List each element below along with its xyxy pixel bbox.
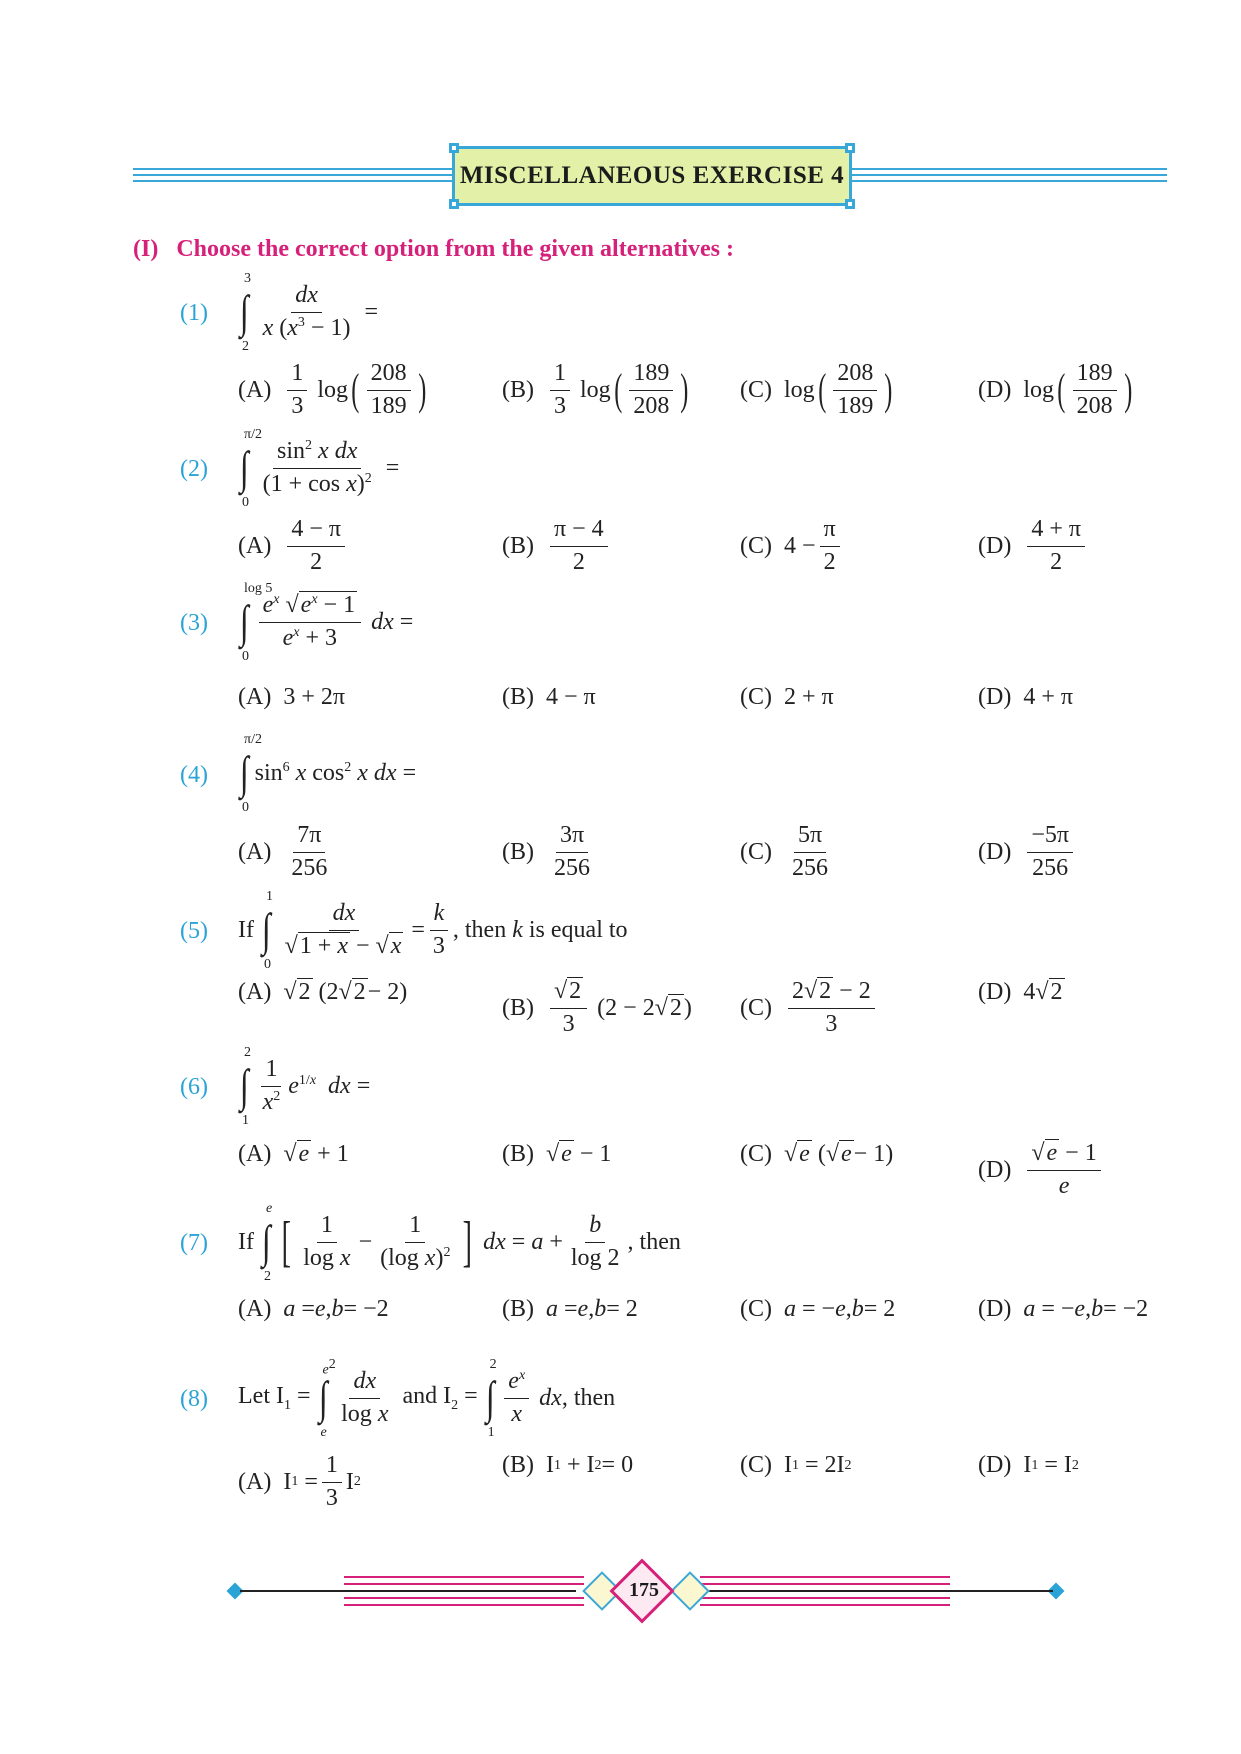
option-c[interactable]: (C) I 1 = 2I 2 — [740, 1452, 852, 1478]
option-a[interactable]: (A) $\frac{4 - \pi}{2}$ — [238, 516, 349, 576]
option-d[interactable]: (D) 4√ 2 — [978, 978, 1063, 1005]
option-a[interactable]: (A) √ e + 1 — [238, 1140, 349, 1167]
option-a[interactable]: (A) $\frac{1}{3}$ log ( $\frac{208}{189}$ ) — [238, 360, 427, 419]
question-number: (7) — [180, 1230, 208, 1256]
option-c[interactable]: (C) √ e (√ e − 1) — [740, 1140, 894, 1167]
option-c[interactable]: (C) log ( $\frac{208}{189}$ ) — [740, 360, 893, 419]
question-number: (8) — [180, 1386, 208, 1412]
question-8-text: Let $I_1$ = ∫ $e^2$ e $\frac{dx}{\text{log x}}$ and $I_2$ = ∫ 2 1 $\frac{e^x}{x}$ dx, then — [238, 1357, 616, 1441]
option-a[interactable]: (A) $\frac{7\pi}{256}$ — [238, 822, 328, 881]
question-number: (5) — [180, 918, 208, 944]
option-c[interactable]: (C) a = − e , b = 2 — [740, 1296, 896, 1322]
option-b[interactable]: (B) a = e , b = 2 — [502, 1296, 638, 1322]
title-corner — [449, 199, 459, 209]
exercise-title: MISCELLANEOUS EXERCISE 4 — [452, 146, 852, 206]
question-number: (1) — [180, 300, 208, 326]
question-3-text: ∫ log 5 0 $\frac{e^x √e^x - 1}{e^x + 3}$ dx = — [239, 581, 414, 665]
option-d[interactable]: (D) I 1 = I 2 — [978, 1452, 1079, 1478]
question-1-text: ∫ 3 2 $\frac{dx}{x (x^3 - 1)}$ = — [239, 271, 378, 355]
question-6-text: ∫ 2 1 $\frac{1}{x^2}$ $e^{1/x}$ dx = — [239, 1045, 371, 1129]
option-d[interactable]: (D) log ( $\frac{189}{208}$ ) — [978, 360, 1133, 419]
section-instruction: Choose the correct option from the given alternatives : — [176, 236, 734, 262]
option-b[interactable]: (B) $\frac{1}{3}$ log ( $\frac{189}{208}$ ) — [502, 360, 689, 419]
option-d[interactable]: (D) $\frac{√e - 1}{e}$ — [978, 1140, 1105, 1200]
option-c[interactable]: (C) $\frac{5\pi}{256}$ — [740, 822, 828, 881]
option-c[interactable]: (C) $\frac{2√2 - 2}{3}$ — [740, 978, 879, 1038]
title-corner — [845, 199, 855, 209]
section-heading — [133, 236, 734, 263]
section-label: (I) — [133, 236, 159, 262]
question-4-text: ∫ π/2 0 $\sin^6 x$ $\cos^2 x$ dx = — [239, 732, 417, 815]
question-number: (3) — [180, 610, 208, 636]
option-a[interactable]: (A) a = e , b = −2 — [238, 1296, 389, 1322]
option-d[interactable]: (D) 4 + π — [978, 684, 1073, 710]
option-a[interactable]: (A) I 1 = $\frac{1}{3}$ I 2 — [238, 1452, 361, 1511]
option-b[interactable]: (B) √ e − 1 — [502, 1140, 612, 1167]
question-7-text: If ∫ e 2 [ $\frac{1}{\text{log x}}$ − $\frac{1}{(\log x)^2}$ ] dx = a + $\frac{b}{\log 2}$ , then — [238, 1201, 681, 1285]
option-b[interactable]: (B) 4 − π — [502, 684, 596, 710]
option-b[interactable]: (B) $\frac{√2}{3}$ (2 − 2√ 2 ) — [502, 978, 692, 1037]
option-d[interactable]: (D) a = − e , b = −2 — [978, 1296, 1149, 1322]
option-d[interactable]: (D) $\frac{-5\pi}{256}$ — [978, 822, 1077, 882]
option-c[interactable]: (C) 4 − $\frac{\pi}{2}$ — [740, 516, 844, 576]
title-corner — [845, 143, 855, 153]
question-number: (4) — [180, 762, 208, 788]
option-a[interactable]: (A) 3 + 2π — [238, 684, 345, 710]
question-5-text: If ∫ 1 0 $\frac{dx}{√1 + x - √x}$ = $\frac{k}{3}$ , then k is equal to — [238, 889, 628, 973]
option-d[interactable]: (D) $\frac{4 + \pi}{2}$ — [978, 516, 1089, 576]
question-number: (6) — [180, 1074, 208, 1100]
question-2-text: ∫ π/2 0 $\frac{\sin^2 x dx}{(1 + \cos x)^2}$ = — [239, 427, 400, 511]
option-a[interactable]: (A) √ 2 (2√ 2 − 2) — [238, 978, 408, 1005]
title-corner — [449, 143, 459, 153]
page-number: 175 — [629, 1579, 659, 1601]
question-number: (2) — [180, 456, 208, 482]
option-b[interactable]: (B) I 1 + I 2 = 0 — [502, 1452, 634, 1478]
option-c[interactable]: (C) 2 + π — [740, 684, 834, 710]
option-b[interactable]: (B) $\frac{3\pi}{256}$ — [502, 822, 590, 881]
option-b[interactable]: (B) $\frac{\pi - 4}{2}$ — [502, 516, 612, 576]
